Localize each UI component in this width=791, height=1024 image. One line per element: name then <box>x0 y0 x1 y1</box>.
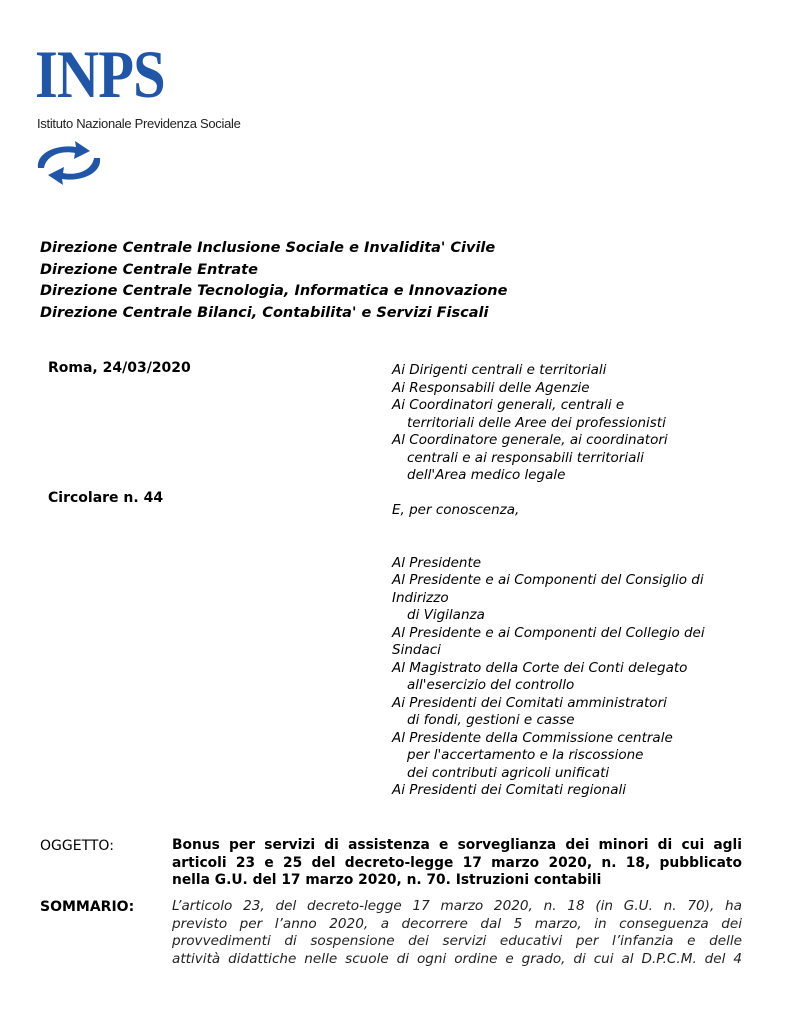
cc-line: Al Magistrato della Corte dei Conti delegato <box>392 659 688 676</box>
department-line: Direzione Centrale Tecnologia, Informatica e Innovazione <box>40 283 508 299</box>
summary-line: L’articolo 23, del decreto-legge 17 marzo 2020, n. 18 (in G.U. n. 70), ha <box>172 898 742 914</box>
summary-line: attività didattiche nelle scuole di ogni ordine e grado, di cui al D.P.C.M. del 4 <box>172 950 742 967</box>
inps-logo-wordmark: INPS <box>35 36 165 112</box>
subject-line: articoli 23 e 25 del decreto-legge 17 marzo 2020, n. 18, pubblicato <box>172 854 742 871</box>
department-line: Direzione Centrale Entrate <box>40 261 258 278</box>
summary-line: provvedimenti di sospensione dei servizi educativi per l’infanzia e delle <box>172 933 742 949</box>
cc-line: Al Presidente e ai Componenti del Collegio dei <box>392 624 705 641</box>
recipient-line: dell'Area medico legale <box>407 467 566 483</box>
cc-line: di fondi, gestioni e casse <box>407 712 575 728</box>
recipient-line: Al Coordinatore generale, ai coordinatori <box>392 432 668 448</box>
cc-line: per l'accertamento e la riscossione <box>407 747 644 763</box>
summary-label: SOMMARIO: <box>40 899 135 915</box>
department-line: Direzione Centrale Bilanci, Contabilita' e Servizi Fiscali <box>40 304 489 321</box>
recipient-list <box>392 362 762 800</box>
cc-line: Indirizzo <box>392 589 449 606</box>
circular-number: Circolare n. 44 <box>48 490 164 506</box>
recipient-line: Ai Coordinatori generali, centrali e <box>392 397 625 413</box>
place-date: Roma, 24/03/2020 <box>48 360 191 376</box>
cc-line: di Vigilanza <box>407 607 485 623</box>
cc-line: Al Presidente <box>392 554 482 571</box>
cc-label: E, per conoscenza, <box>392 502 520 518</box>
inps-logo-subtitle: Istituto Nazionale Previdenza Sociale <box>37 116 241 131</box>
recipient-line: Ai Dirigenti centrali e territoriali <box>392 362 607 378</box>
subject-text <box>172 837 742 890</box>
subject-label: OGGETTO: <box>40 838 114 854</box>
cc-line: Ai Presidenti dei Comitati amministratori <box>392 694 667 711</box>
cc-line: Sindaci <box>392 642 441 658</box>
summary-text <box>172 898 742 968</box>
summary-line: previsto per l’anno 2020, a decorrere dal 5 marzo, in conseguenza dei <box>172 915 742 932</box>
department-line: Direzione Centrale Inclusione Sociale e Invalidita' Civile <box>40 240 496 256</box>
subject-line: nella G.U. del 17 marzo 2020, n. 70. Istruzioni contabili <box>172 872 602 888</box>
subject-line: Bonus per servizi di assistenza e sorveglianza dei minori di cui agli <box>172 837 742 853</box>
cc-line: dei contributi agricoli unificati <box>407 764 610 781</box>
recipient-line: Ai Responsabili delle Agenzie <box>392 379 590 396</box>
recipient-line: territoriali delle Aree dei professionisti <box>407 414 666 431</box>
inps-circular-arrows-icon <box>28 138 110 188</box>
cc-line: Al Presidente della Commissione centrale <box>392 729 673 746</box>
department-list <box>40 238 507 324</box>
cc-line: Ai Presidenti dei Comitati regionali <box>392 782 626 798</box>
cc-line: Al Presidente e ai Componenti del Consiglio di <box>392 572 704 588</box>
cc-line: all'esercizio del controllo <box>407 677 575 693</box>
recipient-line: centrali e ai responsabili territoriali <box>407 449 644 466</box>
